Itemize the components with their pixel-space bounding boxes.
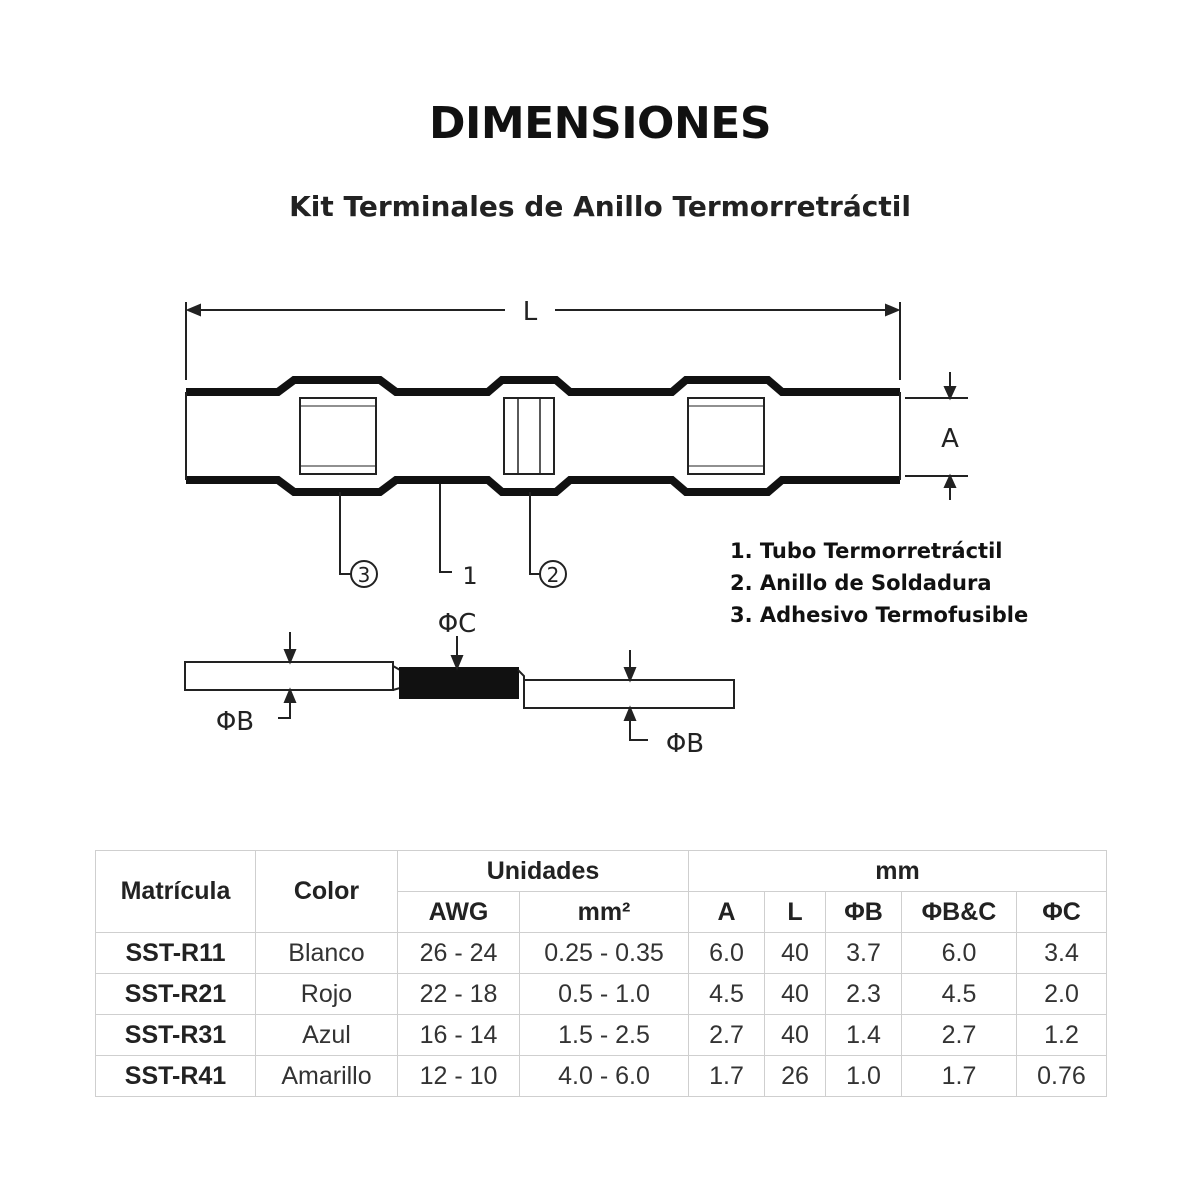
cell-phi-b: 1.4 [826, 1015, 902, 1056]
cell-phi-c: 1.2 [1017, 1015, 1107, 1056]
legend-item: 3. Adhesivo Termofusible [730, 603, 1029, 627]
callout-1-leader [440, 484, 452, 572]
cell-a: 4.5 [689, 974, 765, 1015]
wire-right [524, 680, 734, 708]
label-phi-b-right: ΦB [665, 729, 705, 759]
cell-l: 40 [765, 933, 826, 974]
header-l: L [765, 892, 826, 933]
label-A: A [941, 424, 959, 454]
cell-phi-bc: 6.0 [902, 933, 1017, 974]
cell-l: 26 [765, 1056, 826, 1097]
header-phi-bc: ΦB&C [902, 892, 1017, 933]
callout-1-label: 1 [462, 562, 478, 590]
cell-code: SST-R21 [96, 974, 256, 1015]
table-row [96, 1056, 1107, 1097]
cell-color: Amarillo [256, 1056, 398, 1097]
solder-ring [504, 398, 554, 474]
cell-l: 40 [765, 974, 826, 1015]
cell-color: Rojo [256, 974, 398, 1015]
cell-awg: 26 - 24 [398, 933, 520, 974]
header-phi-b: ΦB [826, 892, 902, 933]
cell-a: 6.0 [689, 933, 765, 974]
cell-code: SST-R11 [96, 933, 256, 974]
cell-a: 1.7 [689, 1056, 765, 1097]
cell-phi-bc: 4.5 [902, 974, 1017, 1015]
adhesive-ring-left [300, 398, 376, 474]
header-a: A [689, 892, 765, 933]
cell-phi-c: 2.0 [1017, 974, 1107, 1015]
callout-2-leader [530, 492, 540, 574]
label-phi-c: ΦC [437, 609, 477, 639]
cell-phi-b: 2.3 [826, 974, 902, 1015]
legend-item: 1. Tubo Termorretráctil [730, 539, 1003, 563]
header-unidades: Unidades [398, 851, 689, 892]
page-title: DIMENSIONES [428, 98, 772, 149]
wire-left [185, 662, 393, 690]
cell-color: Azul [256, 1015, 398, 1056]
table-row [96, 933, 1107, 974]
cell-awg: 22 - 18 [398, 974, 520, 1015]
dimension-L [186, 302, 900, 380]
cell-phi-c: 0.76 [1017, 1056, 1107, 1097]
header-awg: AWG [398, 892, 520, 933]
cell-phi-bc: 1.7 [902, 1056, 1017, 1097]
header-phi-c: ΦC [1017, 892, 1107, 933]
parts-legend [730, 535, 1028, 631]
header-mm: mm [689, 851, 1107, 892]
cell-l: 40 [765, 1015, 826, 1056]
cell-awg: 12 - 10 [398, 1056, 520, 1097]
cell-a: 2.7 [689, 1015, 765, 1056]
table-row [96, 1015, 1107, 1056]
callout-2-label: 2 [546, 563, 560, 587]
adhesive-ring-right [688, 398, 764, 474]
cell-code: SST-R41 [96, 1056, 256, 1097]
cell-code: SST-R31 [96, 1015, 256, 1056]
header-matricula: Matrícula [96, 851, 256, 933]
header-color: Color [256, 851, 398, 933]
cell-phi-bc: 2.7 [902, 1015, 1017, 1056]
page-subtitle: Kit Terminales de Anillo Termorretráctil [289, 190, 911, 223]
cell-awg: 16 - 14 [398, 1015, 520, 1056]
callout-3-label: 3 [357, 563, 371, 587]
label-L: L [522, 297, 538, 327]
header-mm2: mm² [520, 892, 689, 933]
cell-mm2: 4.0 - 6.0 [520, 1056, 689, 1097]
cell-phi-b: 3.7 [826, 933, 902, 974]
cell-color: Blanco [256, 933, 398, 974]
cell-mm2: 0.5 - 1.0 [520, 974, 689, 1015]
cell-mm2: 1.5 - 2.5 [520, 1015, 689, 1056]
label-phi-b-left: ΦB [215, 707, 255, 737]
cell-phi-c: 3.4 [1017, 933, 1107, 974]
spec-table [95, 850, 1107, 1097]
cell-mm2: 0.25 - 0.35 [520, 933, 689, 974]
callout-3-leader [340, 492, 351, 574]
cell-phi-b: 1.0 [826, 1056, 902, 1097]
heat-shrink-tube [186, 380, 900, 392]
legend-item: 2. Anillo de Soldadura [730, 571, 992, 595]
solder-core [400, 668, 518, 698]
table-row [96, 974, 1107, 1015]
